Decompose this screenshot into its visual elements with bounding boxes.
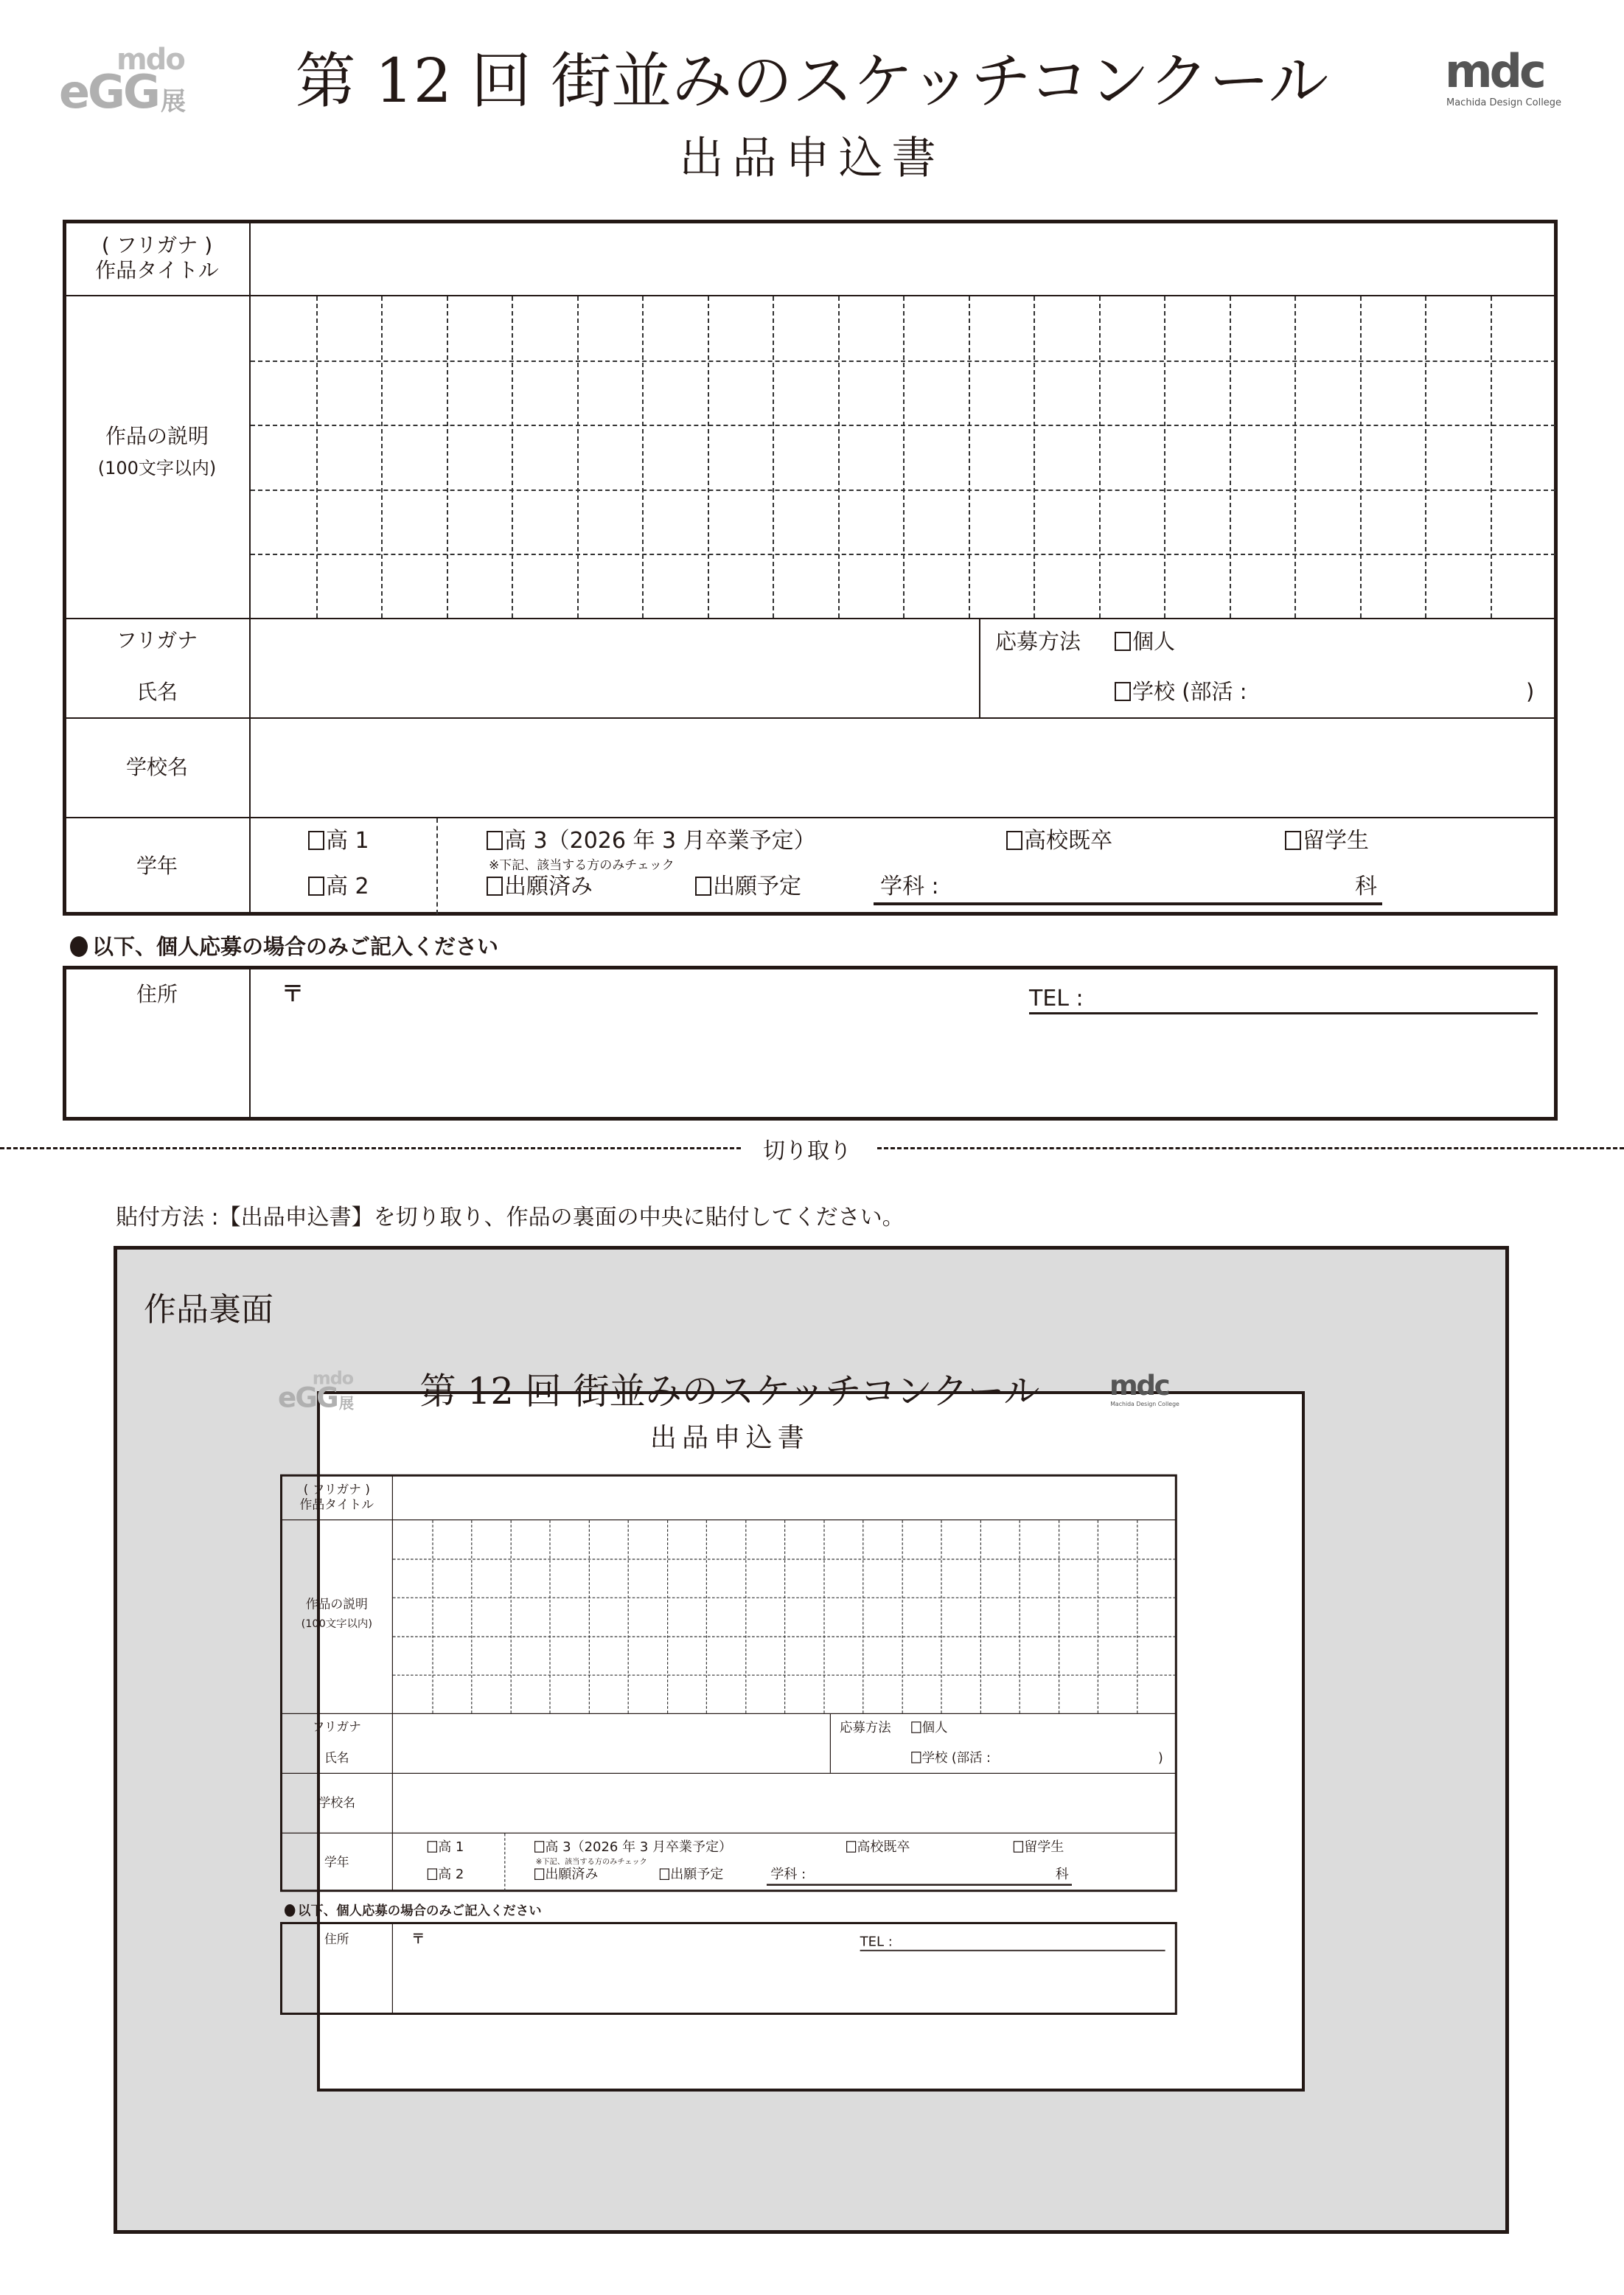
title-label-main: 作品タイトル (299, 1497, 374, 1512)
title-label (282, 1483, 391, 1512)
address-label: 住所 (136, 982, 178, 1006)
address-input[interactable] (310, 973, 1017, 1113)
checkbox[interactable] (695, 877, 711, 896)
page-title: 第 12 回 街並みのスケッチコンクール (419, 1370, 1040, 1413)
grid-column-line (784, 1520, 785, 1713)
grid-column-line (432, 1520, 433, 1713)
row-divider (281, 1713, 1176, 1714)
checkbox[interactable] (1115, 632, 1131, 651)
planning-label: 出願予定 (713, 874, 801, 899)
grid-row-line (393, 1674, 1176, 1675)
individual-notice-text: 以下、個人応募の場合のみご記入ください (92, 934, 499, 959)
school-name-input[interactable] (252, 720, 1553, 815)
page-subtitle: 出品申込書 (679, 133, 945, 184)
tel-input[interactable] (1106, 981, 1533, 1010)
grid-column-line (316, 296, 318, 618)
furigana-label: フリガナ (116, 628, 198, 652)
machida-design-college-logo (1445, 44, 1563, 115)
graduated-option[interactable] (1006, 830, 1112, 852)
description-label-main: 作品の説明 (305, 1597, 368, 1612)
label-column-divider (392, 1923, 393, 2013)
grade-1-option (428, 1841, 464, 1854)
grid-column-line (745, 1520, 746, 1713)
attached-form-preview-content (243, 1342, 1217, 2024)
grid-column-line (667, 1520, 668, 1713)
grid-column-line (773, 296, 774, 618)
entry-individual-option[interactable] (1115, 631, 1175, 652)
individual-notice (70, 930, 498, 961)
grid-column-line (1164, 296, 1165, 618)
grid-column-line (1491, 296, 1492, 618)
international-label: 留学生 (1303, 828, 1369, 854)
grade-label: 学年 (324, 1854, 349, 1870)
grade-2-option (428, 1868, 464, 1881)
grid-column-line (589, 1520, 590, 1713)
grade-1-option[interactable] (308, 830, 369, 852)
checkbox (911, 1721, 921, 1733)
checkbox[interactable] (1006, 831, 1022, 850)
entry-school-close-paren: ) (1158, 1749, 1163, 1765)
grid-column-line (577, 296, 579, 618)
grade-note: ※下記、該当する方のみチェック (535, 1857, 647, 1867)
name-entry-divider (979, 619, 980, 717)
individual-notice-text: 以下、個人応募の場合のみご記入ください (298, 1903, 542, 1918)
cut-line-label: 切り取り (763, 1138, 851, 1164)
attached-form-copy (243, 1342, 1217, 2024)
grid-column-line (1360, 296, 1362, 618)
row-divider (64, 618, 1556, 619)
grid-column-line (862, 1520, 863, 1713)
graduated-option (846, 1841, 910, 1854)
grid-row-line (251, 554, 1555, 555)
checkbox[interactable] (308, 831, 324, 850)
grid-column-line (980, 1520, 981, 1713)
department-suffix: 科 (1355, 874, 1377, 899)
title-input (394, 1477, 1174, 1518)
grid-row-line (393, 1559, 1176, 1560)
grid-column-line (1425, 296, 1426, 618)
checkbox (1014, 1841, 1023, 1853)
grid-column-line (628, 1520, 629, 1713)
grade-1-label: 高 1 (326, 828, 369, 854)
title-label-main: 作品タイトル (95, 257, 219, 282)
grid-row-line (251, 361, 1555, 362)
grid-column-line (1034, 296, 1035, 618)
grade-2-label: 高 2 (326, 874, 369, 899)
graduated-label: 高校既卒 (857, 1839, 910, 1855)
logo-mdc-caption: Machida Design College (1446, 97, 1562, 108)
planning-option (660, 1868, 723, 1881)
title-label-furigana: ( フリガナ ) (101, 233, 213, 257)
international-option[interactable] (1285, 830, 1369, 852)
department-input[interactable] (944, 873, 1342, 901)
entry-school-close-paren: ) (1526, 679, 1535, 704)
graduated-label: 高校既卒 (1024, 828, 1112, 854)
paste-instructions: 貼付方法 :【出品申込書】を切り取り、作品の裏面の中央に貼付してください。 (116, 1205, 905, 1230)
logo-egg-mdo-text: mdo (312, 1368, 353, 1389)
logo-egg-text: eGG (278, 1381, 338, 1414)
entry-school-option (911, 1751, 991, 1763)
entry-method-label: 応募方法 (840, 1719, 891, 1735)
checkbox[interactable] (1285, 831, 1301, 850)
machida-design-college-logo (1109, 1369, 1180, 1412)
bullet-icon (70, 936, 88, 957)
label-column-divider (249, 968, 251, 1118)
entry-school-label: 学校 (部活 : (921, 1749, 991, 1765)
grid-column-line (381, 296, 383, 618)
department-input (809, 1866, 1048, 1883)
row-divider (281, 1773, 1176, 1774)
grid-column-line (512, 296, 513, 618)
title-label (66, 233, 248, 282)
grade-divider (504, 1833, 505, 1891)
checkbox (428, 1841, 437, 1853)
logo-egg-suffix: 展 (161, 87, 186, 116)
postal-mark: 〒 (411, 1931, 425, 1947)
tel-label: TEL : (860, 1934, 893, 1950)
individual-notice (285, 1901, 542, 1919)
school-name-input (394, 1775, 1174, 1831)
grade-3-label: 高 3（2026 年 3 月卒業予定） (545, 1839, 733, 1855)
logo-egg-suffix: 展 (338, 1394, 355, 1413)
page-subtitle: 出品申込書 (649, 1422, 809, 1453)
department-label: 学科 : (770, 1867, 806, 1882)
grade-3-option[interactable] (487, 830, 816, 852)
grade-label: 学年 (136, 854, 178, 878)
applied-label: 出願済み (545, 1867, 599, 1882)
school-name-label: 学校名 (125, 755, 188, 779)
entry-individual-option (911, 1721, 947, 1734)
description-limit: (100文字以内) (301, 1617, 372, 1630)
page-title: 第 12 回 街並みのスケッチコンクール (295, 46, 1329, 116)
checkbox (911, 1752, 921, 1763)
applied-option (534, 1868, 598, 1881)
application-form (0, 0, 1624, 1135)
department-underline (874, 902, 1382, 905)
department-suffix: 科 (1055, 1867, 1069, 1882)
logo-mdc-caption: Machida Design College (1110, 1401, 1179, 1408)
postal-mark: 〒 (282, 981, 304, 1007)
grid-column-line (706, 1520, 707, 1713)
grid-column-line (549, 1520, 550, 1713)
row-divider (64, 717, 1556, 719)
grid-column-line (838, 296, 840, 618)
applied-label: 出願済み (504, 874, 593, 899)
checkbox (660, 1868, 669, 1880)
checkbox[interactable] (487, 831, 503, 850)
logo-mdc-mark: mdc (1445, 44, 1544, 98)
international-option (1014, 1841, 1064, 1854)
grid-column-line (447, 296, 448, 618)
grid-column-line (969, 296, 970, 618)
logo-egg-text: eGG (59, 65, 158, 119)
name-input[interactable] (252, 621, 977, 717)
grade-divider (436, 818, 438, 914)
entry-school-label: 学校 (部活 : (1132, 679, 1247, 704)
tel-input (906, 1931, 1163, 1949)
department-label: 学科 : (880, 874, 939, 899)
description-limit: (100文字以内) (97, 457, 217, 478)
grade-2-option[interactable] (308, 876, 369, 898)
grade-2-label: 高 2 (438, 1867, 464, 1882)
grade-1-label: 高 1 (438, 1839, 464, 1855)
grid-row-line (251, 425, 1555, 426)
tel-underline (1029, 1012, 1538, 1014)
department-underline (767, 1884, 1072, 1885)
grid-column-line (1294, 296, 1296, 618)
applied-option[interactable] (487, 876, 593, 898)
planning-label: 出願予定 (670, 1867, 724, 1882)
name-input (394, 1715, 829, 1772)
address-label: 住所 (324, 1932, 349, 1946)
grid-column-line (510, 1520, 511, 1713)
attached-form-preview (278, 1368, 1305, 2092)
grid-column-line (903, 296, 905, 618)
row-divider (64, 817, 1556, 818)
grid-column-line (1230, 296, 1231, 618)
description-label-main: 作品の説明 (105, 424, 209, 448)
cut-line-right (877, 1147, 1624, 1149)
address-input (428, 1926, 853, 2010)
tel-label: TEL : (1029, 986, 1084, 1011)
grid-column-line (471, 1520, 472, 1713)
grid-row-line (251, 490, 1555, 491)
grade-note: ※下記、該当する方のみチェック (489, 858, 675, 873)
grade-3-label: 高 3（2026 年 3 月卒業予定） (504, 828, 816, 854)
grade-3-option (534, 1841, 732, 1854)
entry-school-option[interactable] (1115, 681, 1247, 703)
checkbox (534, 1868, 544, 1880)
entry-individual-label: 個人 (921, 1719, 948, 1735)
bullet-icon (285, 1904, 295, 1917)
tel-underline (860, 1950, 1165, 1951)
title-label-furigana: ( フリガナ ) (303, 1482, 370, 1497)
name-label: 氏名 (324, 1750, 349, 1765)
planning-option[interactable] (695, 876, 801, 898)
artwork-back-label: 作品裏面 (144, 1291, 273, 1328)
description-grid (393, 1520, 1176, 1713)
cut-line-left (0, 1147, 741, 1149)
grid-column-line (708, 296, 709, 618)
grid-row-line (393, 1636, 1176, 1637)
description-label (66, 424, 248, 478)
school-name-label: 学校名 (318, 1795, 355, 1811)
grid-column-line (642, 296, 644, 618)
checkbox[interactable] (308, 877, 324, 896)
furigana-label: フリガナ (312, 1719, 361, 1734)
description-label (282, 1597, 391, 1630)
checkbox (846, 1841, 856, 1853)
logo-egg-mdo-text: mdo (116, 43, 184, 77)
checkbox (534, 1841, 544, 1853)
entry-method-label: 応募方法 (995, 629, 1081, 654)
checkbox[interactable] (1115, 682, 1131, 701)
grid-column-line (1099, 296, 1101, 618)
grid-column-line (823, 1520, 824, 1713)
description-grid[interactable] (251, 296, 1555, 618)
name-entry-divider (830, 1714, 831, 1773)
international-label: 留学生 (1024, 1839, 1064, 1855)
entry-individual-label: 個人 (1132, 629, 1176, 654)
checkbox[interactable] (487, 877, 503, 896)
title-input[interactable] (252, 224, 1553, 293)
name-label: 氏名 (136, 680, 178, 704)
checkbox (428, 1868, 437, 1880)
logo-mdc-mark: mdc (1109, 1369, 1169, 1401)
